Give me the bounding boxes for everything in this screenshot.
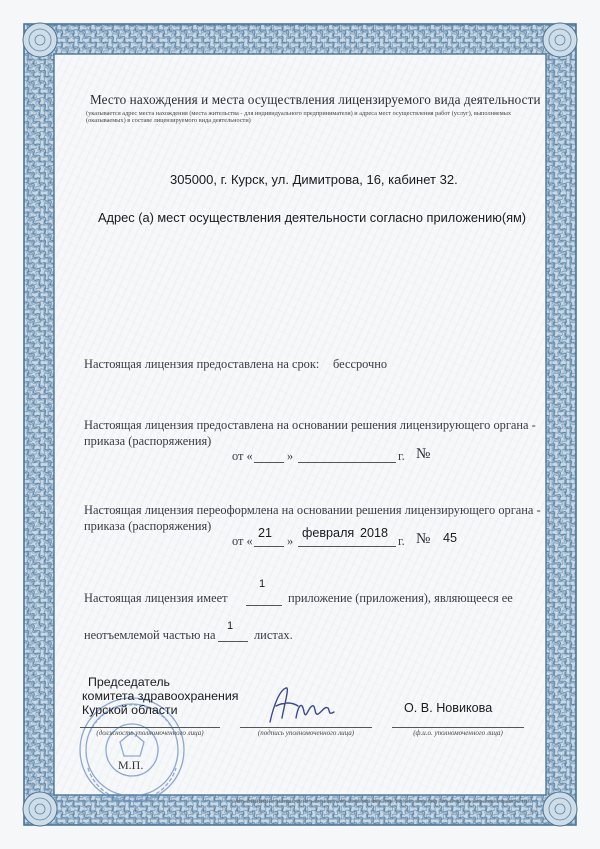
reissue-number-sign: № xyxy=(416,531,431,547)
appendix-text4: листах. xyxy=(254,628,293,642)
appendix-count: 1 xyxy=(259,578,266,590)
heading-note-line2: (оказываемых) в составе лицензируемого вида деятельности) xyxy=(86,117,251,124)
caption-signature: (подпись уполномоченного лица) xyxy=(257,729,355,737)
reissue-number: 45 xyxy=(443,531,458,545)
signer-name: О. В. Новикова xyxy=(404,701,493,715)
grant-basis-line1: Настоящая лицензия предоставлена на основании решения лицензирующего органа - xyxy=(84,418,536,432)
heading-note-line1: (указывается адрес места нахождения (места жительства - для индивидуального предпринимателя) и адреса мест осуществления работ (услуг), выполняемых xyxy=(86,110,512,117)
grant-day-line xyxy=(254,462,284,463)
reissue-date-line xyxy=(298,546,396,547)
fio-line xyxy=(392,727,524,728)
reissue-year: 2018 xyxy=(360,526,389,540)
reissue-year-suffix: г. xyxy=(398,534,405,548)
reissue-basis-line2: приказа (распоряжения) xyxy=(84,519,212,533)
reissue-date-open: от « xyxy=(232,534,253,548)
address: 305000, г. Курск, ул. Димитрова, 16, кабинет 32. xyxy=(170,172,458,187)
signer-title-line3: Курской области xyxy=(82,703,178,717)
grant-date-open: от « xyxy=(232,449,253,463)
term-label: Настоящая лицензия предоставлена на срок: xyxy=(84,357,320,371)
signature-line xyxy=(240,727,372,728)
grant-basis-line2: приказа (распоряжения) xyxy=(84,434,212,448)
reissue-day-line xyxy=(254,546,284,547)
signer-title-line2: комитета здравоохранения xyxy=(82,689,239,703)
grant-date-close: » xyxy=(287,449,294,463)
position-line xyxy=(80,727,220,728)
appendix-text2: приложение (приложения), являющееся ее xyxy=(288,591,513,605)
appendix-sheets-line xyxy=(218,641,248,642)
appendix-text1: Настоящая лицензия имеет xyxy=(84,591,228,605)
heading: Место нахождения и места осуществления лицензируемого вида деятельности xyxy=(90,92,541,107)
grant-year-suffix: г. xyxy=(398,449,405,463)
caption-fio: (ф.и.о. уполномоченного лица) xyxy=(413,729,503,737)
grant-number-sign: № xyxy=(416,446,431,462)
address-places: Адрес (а) мест осуществления деятельности согласно приложению(ям) xyxy=(98,210,527,225)
reissue-basis-line1: Настоящая лицензия переоформлена на основании решения лицензирующего органа - xyxy=(84,503,541,517)
signature xyxy=(262,682,342,730)
printer-footer: ЗАО «ОПЦИОН», Москва, 2016, «А», лиц. № 05-05-09/003 ФНС РФ, ТЗ № 2; тел. (495) 726-47-42, www.opcion.ru. Заказ № 1/15 xyxy=(232,799,531,805)
grant-month-line xyxy=(298,462,396,463)
caption-position: (должность уполномоченного лица) xyxy=(96,729,204,737)
term-value: бессрочно xyxy=(333,357,388,371)
reissue-date-close: » xyxy=(287,534,294,548)
appendix-sheets: 1 xyxy=(227,620,234,632)
signer-title-line1: Председатель xyxy=(88,675,171,689)
reissue-month: февраля xyxy=(302,526,355,540)
appendix-count-line xyxy=(246,605,282,606)
reissue-day: 21 xyxy=(258,526,273,540)
appendix-text3: неотъемлемой частью на xyxy=(84,628,216,642)
stamp-mark: М.П. xyxy=(118,758,144,772)
